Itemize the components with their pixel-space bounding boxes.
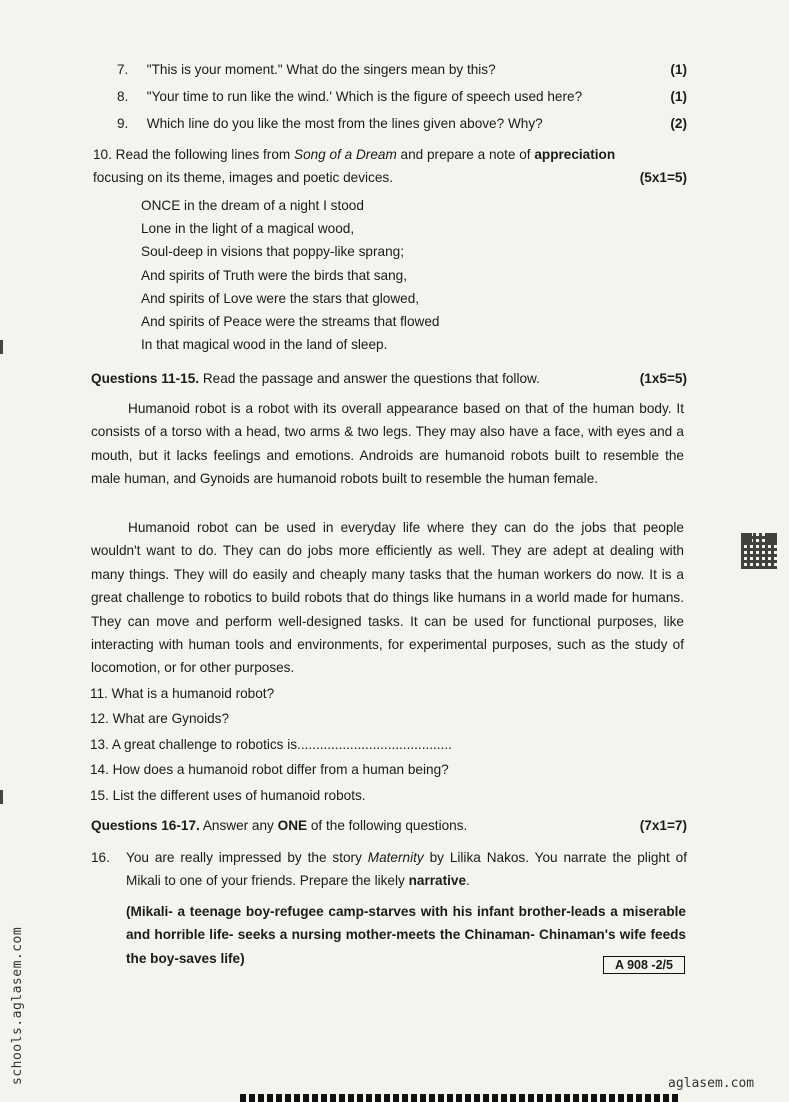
question-10-keyword: appreciation xyxy=(534,147,616,162)
question-16-text: You are really impressed by the story xyxy=(126,850,368,865)
poem-title: Song of a Dream xyxy=(294,147,397,162)
story-title: Maternity xyxy=(367,850,424,865)
question-10-line2-text: focusing on its theme, images and poetic devices. xyxy=(93,170,393,186)
section-marks: (7x1=7) xyxy=(639,818,687,833)
poem-line: ONCE in the dream of a night I stood xyxy=(141,198,364,213)
poem-stanza xyxy=(141,198,439,360)
section-instruction-rest: of the following questions. xyxy=(307,818,468,833)
question-10-marks: (5x1=5) xyxy=(639,170,687,186)
bottom-edge-marks xyxy=(240,1094,680,1102)
question-16-hint xyxy=(126,900,686,970)
margin-mark-top xyxy=(0,340,3,354)
question-10-line2 xyxy=(93,166,687,189)
question-16-end: . xyxy=(466,873,470,889)
section-16-17-heading xyxy=(91,814,687,837)
question-16-text-cont: by Lilika Nakos. You narrate the plight of Mikali to one of your friends. Prepare the likely xyxy=(126,850,687,889)
question-text: Which line do you like the most from the lines given above? Why? xyxy=(146,116,543,131)
hint-text: (Mikali- a teenage boy-refugee camp-starves with his infant brother-leads a miserable and horrible life- seeks a nursing mother-meets the Chinaman- Chinaman's wife feeds the boy-saves life) xyxy=(126,904,686,966)
question-7 xyxy=(117,62,687,77)
poem-line: And spirits of Love were the stars that glowed, xyxy=(141,290,420,306)
question-number: 9. xyxy=(117,116,129,131)
poem-line: In that magical wood in the land of sleep. xyxy=(141,337,388,353)
question-10-mid: and prepare a note of xyxy=(396,147,535,162)
question-16-keyword: narrative xyxy=(408,873,467,889)
section-11-15-heading xyxy=(91,367,687,390)
section-label: Questions 11-15. xyxy=(91,371,200,386)
question-marks: (1) xyxy=(670,89,687,104)
section-keyword: ONE xyxy=(277,818,308,833)
question-number: 8. xyxy=(117,89,129,104)
question-10-prefix: 10. Read the following lines from xyxy=(93,147,294,162)
watermark-left: schools.aglasem.com xyxy=(10,926,25,1085)
question-10-line1 xyxy=(93,143,687,166)
qr-code-icon xyxy=(741,533,777,569)
passage-text: Humanoid robot is a robot with its overall appearance based on that of the human body. It consists of a torso with a head, two arms & two legs. They may also have a face, with eyes and a mouth, but it lacks feelings and emotions. Androids are humanoid robots built to resemble the male human, and Gynoids are humanoid robots built to resemble the human female. xyxy=(91,401,684,487)
question-text: "Your time to run like the wind.' Which is the figure of speech used here? xyxy=(146,89,583,104)
question-marks: (1) xyxy=(670,62,687,77)
poem-line: Soul-deep in visions that poppy-like sprang; xyxy=(141,244,404,260)
question-text: "This is your moment." What do the singers mean by this? xyxy=(146,62,496,77)
poem-line: And spirits of Truth were the birds that sang, xyxy=(141,267,407,283)
question-11: 11. What is a humanoid robot? xyxy=(90,686,275,701)
question-14: 14. How does a humanoid robot differ from a human being? xyxy=(90,762,449,777)
question-15: 15. List the different uses of humanoid robots. xyxy=(90,788,366,803)
question-10 xyxy=(93,143,687,190)
section-marks: (1x5=5) xyxy=(639,371,687,386)
section-instruction: Read the passage and answer the questions that follow. xyxy=(199,371,540,386)
question-16 xyxy=(91,846,687,893)
question-number: 16. xyxy=(91,850,110,865)
watermark-bottom-right: aglasem.com xyxy=(668,1076,755,1091)
question-marks: (2) xyxy=(670,116,687,131)
passage-text: Humanoid robot can be used in everyday life where they can do the jobs that people wouldn't want to do. They can do jobs more efficiently as well. They are adept at dealing with many things. They will do easily and cheaply many tasks that the human workers do now. It is a great challenge to robotics to build robots that do things like humans in a world made for humans. They can move and perform well-designed tasks. It can be used for functional purposes, like interacting with human tools and environments, for experimental purposes, such as the study of locomotion, or for other purposes. xyxy=(91,520,684,676)
poem-line: Lone in the light of a magical wood, xyxy=(141,221,355,237)
question-16-body xyxy=(126,846,687,893)
section-label: Questions 16-17. xyxy=(91,818,200,833)
question-8 xyxy=(117,89,687,104)
question-12: 12. What are Gynoids? xyxy=(90,711,230,726)
passage-paragraph-1 xyxy=(91,397,684,491)
question-number: 7. xyxy=(117,62,129,77)
poem-line: And spirits of Peace were the streams that flowed xyxy=(141,313,440,329)
passage-paragraph-2 xyxy=(91,516,684,680)
question-13: 13. A great challenge to robotics is......................................... xyxy=(90,737,452,752)
section-instruction: Answer any xyxy=(199,818,278,833)
question-9 xyxy=(117,116,687,131)
margin-mark-bottom xyxy=(0,790,3,804)
page-code: A 908 -2/5 xyxy=(603,956,685,974)
